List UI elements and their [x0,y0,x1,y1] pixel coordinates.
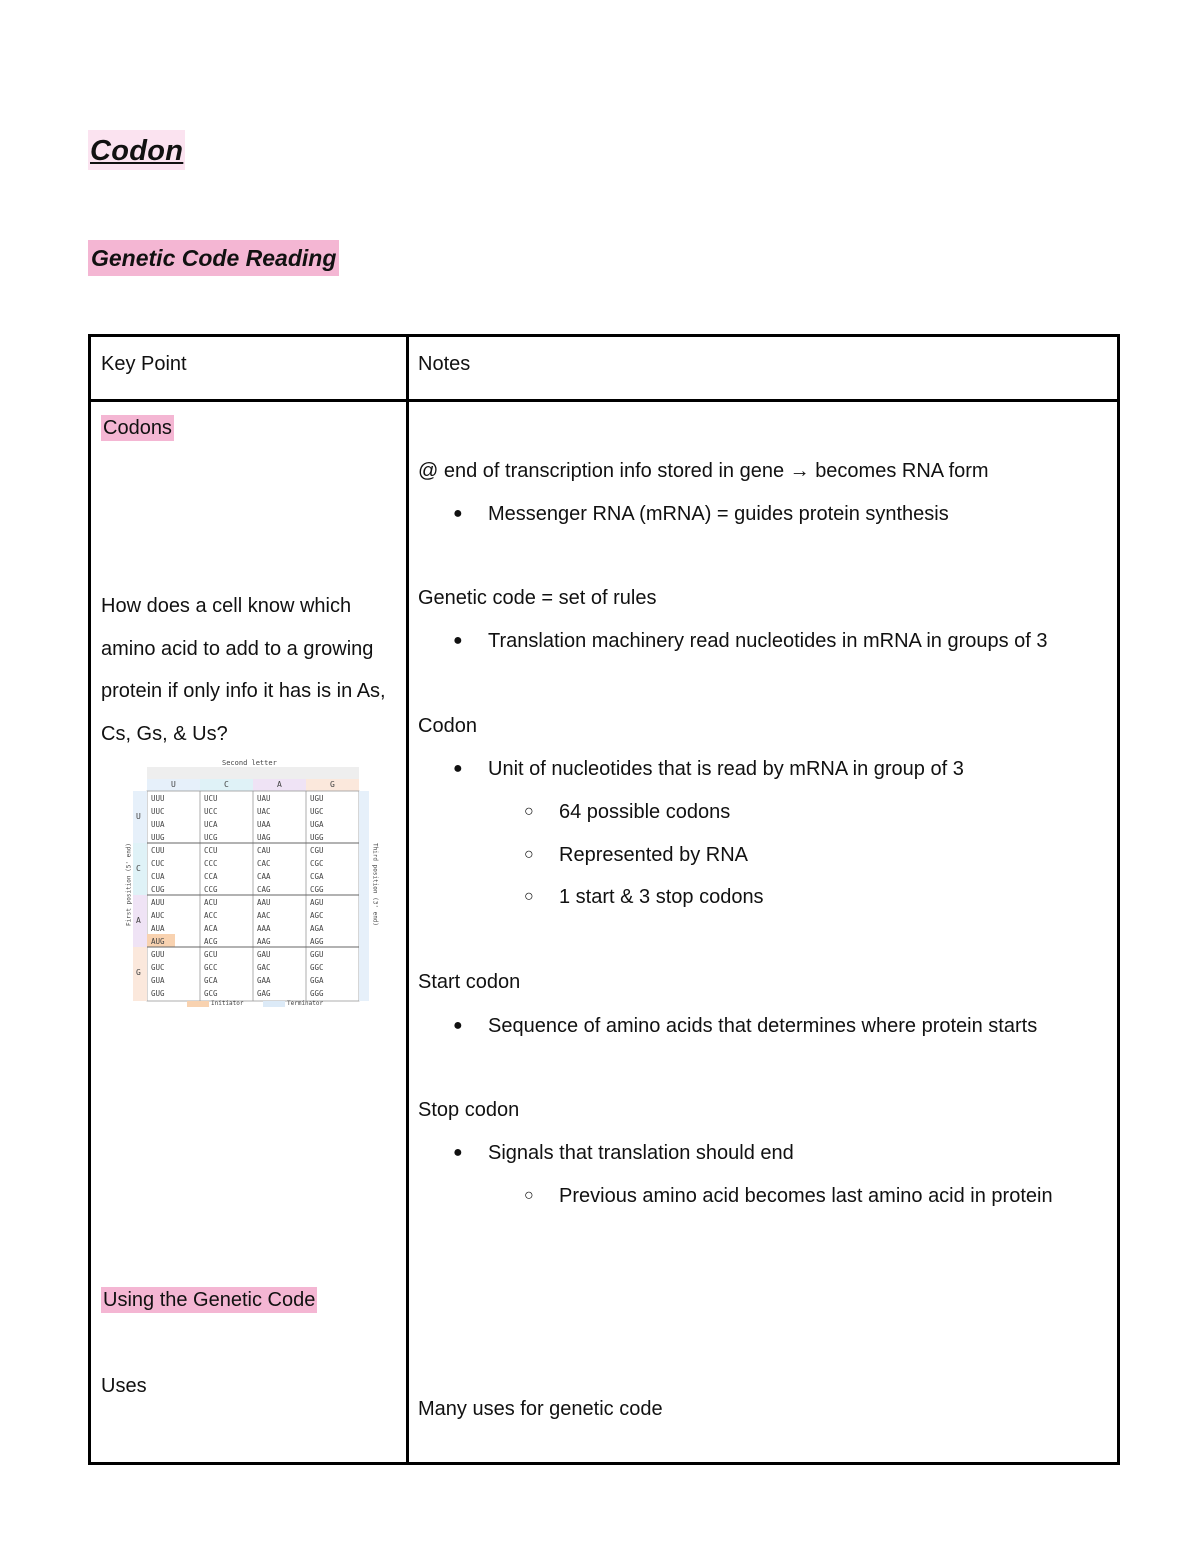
codon-cell: GUG [151,989,165,998]
circle-bullet-icon: ○ [524,1187,534,1204]
first-position-label: First position (5' end) [125,842,133,927]
codon-column-header: C [224,780,229,789]
bullet-icon: ● [453,760,463,777]
codon-cell: UGG [310,833,324,842]
legend-terminator: Terminator [287,1000,324,1007]
header-key-point: Key Point [101,353,187,375]
codon-cell: UAC [257,807,271,816]
codon-column-header: G [330,780,335,789]
codon-cell: UCC [204,807,218,816]
codon-cell: AGG [310,937,324,946]
codon-cell: GGG [310,989,324,998]
header-notes: Notes [418,353,471,375]
codon-cell: CGU [310,846,324,855]
codon-cell: AAG [257,937,271,946]
codon-cell: AGA [310,924,324,933]
codon-cell: GCU [204,950,218,959]
codon-cell: CGA [310,872,324,881]
second-letter-label: Second letter [222,759,277,767]
codon-cell: UAU [257,794,271,803]
note-stop-heading: Stop codon [418,1099,520,1121]
codon-cell: AUG [151,937,165,946]
note-sub-64: 64 possible codons [559,801,731,823]
codon-cell: GCA [204,976,218,985]
third-position-label: Third position (3' end) [371,842,379,927]
codon-cell: GCC [204,963,218,972]
codon-cell: UGU [310,794,324,803]
circle-bullet-icon: ○ [524,803,534,820]
circle-bullet-icon: ○ [524,888,534,905]
codon-cell: ACA [204,924,218,933]
note-genetic-code: Genetic code = set of rules [418,587,657,609]
bullet-icon: ● [453,632,463,649]
codon-cell: UCG [204,833,218,842]
codon-row-header: G [136,968,141,977]
codon-cell: AGU [310,898,324,907]
codon-cell: UUU [151,794,165,803]
circle-bullet-icon: ○ [524,846,534,863]
note-start-heading: Start codon [418,971,521,993]
codon-cell: CGG [310,885,324,894]
codon-cell: AUC [151,911,165,920]
codon-cell: UUG [151,833,165,842]
codon-cell: CGC [310,859,324,868]
note-sub-start-stop: 1 start & 3 stop codons [559,886,764,908]
codon-cell: GUU [151,950,165,959]
codon-cell: AAA [257,924,271,933]
codon-table-image [127,755,383,1007]
codon-cell: AAC [257,911,271,920]
codon-cell: CCG [204,885,218,894]
codon-cell: CCU [204,846,218,855]
codon-cell: UAG [257,833,271,842]
codon-cell: GGU [310,950,324,959]
notes-table [88,334,1120,1465]
codon-cell: GAG [257,989,271,998]
question-text: How does a cell know which amino acid to add to a growing protein if only info it has is in As, Cs, Gs, & Us? [101,595,386,745]
note-codon-heading: Codon [418,715,477,737]
bullet-icon: ● [453,505,463,522]
codon-cell: UAA [257,820,271,829]
note-stop-def: Signals that translation should end [488,1142,794,1164]
codon-cell: GGC [310,963,324,972]
bullet-icon: ● [453,1144,463,1161]
codon-cell: UGA [310,820,324,829]
legend-initiator: Initiator [211,1000,244,1007]
codon-column-header: A [277,780,282,789]
codon-row-header: C [136,864,141,873]
column-divider [406,337,409,1462]
bullet-icon: ● [453,1017,463,1034]
codon-cell: ACU [204,898,218,907]
note-translation: Translation machinery read nucleotides in mRNA in groups of 3 [488,630,1048,652]
codon-cell: CUU [151,846,165,855]
codon-cell: ACC [204,911,218,920]
codon-cell: UUC [151,807,165,816]
codon-cell: CUA [151,872,165,881]
codon-cell: CUG [151,885,165,894]
note-stop-sub: Previous amino acid becomes last amino acid in protein [559,1185,1053,1207]
codon-cell: CCC [204,859,218,868]
note-codon-def: Unit of nucleotides that is read by mRNA in group of 3 [488,758,964,780]
codon-cell: GAA [257,976,271,985]
codon-row-header: A [136,916,141,925]
page-title: Codon [88,130,185,170]
codon-row-header: U [136,812,141,821]
note-start-def: Sequence of amino acids that determines where protein starts [488,1015,1038,1037]
codon-column-header: U [171,780,176,789]
codon-cell: GUC [151,963,165,972]
codon-cell: GGA [310,976,324,985]
codon-cell: GCG [204,989,218,998]
codon-cell: UGC [310,807,324,816]
codons-keypoint: Codons [103,417,172,439]
codon-cell: UUA [151,820,165,829]
codon-cell: AUA [151,924,165,933]
codon-cell: GAU [257,950,271,959]
codon-cell: AUU [151,898,165,907]
note-transcription: @ end of transcription info stored in gene → becomes RNA form [418,460,989,482]
uses-keypoint: Uses [101,1375,147,1397]
codon-cell: CAA [257,872,271,881]
section-heading: Genetic Code Reading [88,240,339,276]
codon-cell: CAG [257,885,271,894]
codon-cell: UCU [204,794,218,803]
using-genetic-code-keypoint: Using the Genetic Code [103,1289,316,1311]
codon-cell: CUC [151,859,165,868]
note-sub-rna: Represented by RNA [559,844,748,866]
codon-cell: CCA [204,872,218,881]
codon-cell: GUA [151,976,165,985]
codon-cell: ACG [204,937,218,946]
codon-table-frame [127,755,383,1007]
header-divider [91,399,1117,402]
note-mrna: Messenger RNA (mRNA) = guides protein synthesis [488,503,949,525]
codon-cell: CAU [257,846,271,855]
codon-cell: UCA [204,820,218,829]
codon-cell: AAU [257,898,271,907]
note-uses: Many uses for genetic code [418,1398,663,1420]
codon-cell: CAC [257,859,271,868]
codon-cell: GAC [257,963,271,972]
codon-cell: AGC [310,911,324,920]
